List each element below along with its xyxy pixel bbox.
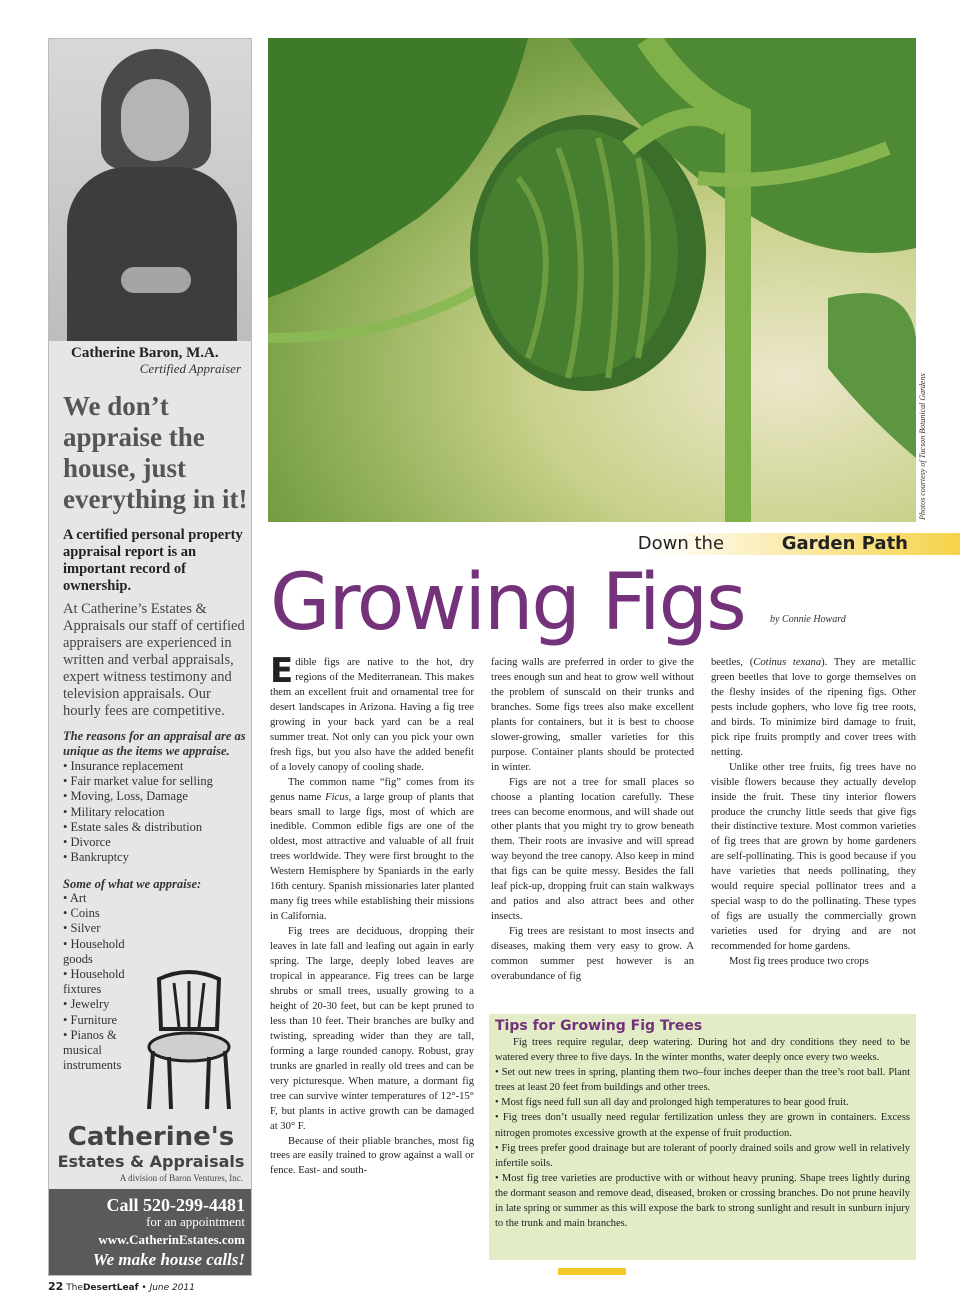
ad-subhead: A certified personal property appraisal report is an important record of ownership. [63,527,243,594]
section-prefix: Down the [637,533,730,554]
paragraph: Figs are not a tree for small places so choose a planting location carefully. These trees can become enormous, and will shade out other plants that you might try to grow beneath them. Their roots are invasive and will spread way beyond the tree canopy. Also keep in mind that figs can be quite messy. Besides the fall leaf pick-up, dropping fruit can stain walkways and patios and also attract bees and other insects. [491,776,694,923]
ad-appraiser-name: Catherine Baron, M.A. [71,345,219,361]
article-column-1 [270,651,474,1179]
fig-illustration [268,38,916,522]
ad-website: www.CatherinEstates.com [98,1232,245,1247]
page-number: 22 [48,1280,64,1293]
drop-cap: E [270,651,294,691]
list-item: • Silver [63,921,143,936]
list-item: • Household goods [63,937,143,967]
paragraph: Fig trees are resistant to most insects and diseases, making them very easy to grow. A common summer pest however is an overabundance of fig [491,926,694,983]
ad-paragraph: At Catherine’s Estates & Appraisals our staff of certified appraisers are experienced in written and verbal appraisals, expert witness testimony and television appraisals. Our hourly fees are competitive. [63,601,245,719]
list-item: • Furniture [63,1013,143,1028]
list-item: • Jewelry [63,997,143,1012]
tip-item: • Set out new trees in spring, planting them two–four inches deeper than the tree’s root ball. Plant trees at least 20 feet from buildings and other trees. [495,1067,910,1094]
list-item: • Insurance replacement [63,759,249,774]
ad-reasons-title: The reasons for an appraisal are as unique as the items we appraise. [63,729,246,758]
ad-reasons-list [63,759,249,865]
tips-sidebar [489,1014,916,1260]
magazine-name: DesertLeaf [82,1283,139,1293]
list-item: • Fair market value for selling [63,774,249,789]
tip-item: • Fig trees prefer good drainage but are tolerant of poorly drained soils and grow well in relatively infertile soils. [495,1142,910,1169]
list-item: • Coins [63,906,143,921]
paragraph: facing walls are preferred in order to give the trees enough sun and heat to grow well without the problem of sunscald on their trunks and branches. Some figs trees also make excellent plants for containers, but it is best to choose slower-growing, smaller varieties for this purpose. Container plants should be protected in winter. [491,657,694,773]
article-column-2 [491,656,694,985]
article-column-3 [711,656,916,970]
page-folio [48,1280,195,1293]
ad-headline: We don’t appraise the house, just everything in it! [63,391,248,514]
ad-business-subname: Estates & Appraisals [57,1152,245,1171]
appraiser-advertisement [48,38,252,1276]
list-item: • Art [63,891,143,906]
ad-credential: Certified Appraiser [139,361,241,376]
ad-tagline: We make house calls! [92,1250,245,1269]
tip-item: • Fig trees don’t usually need regular fertilization unless they are grown in containers. Excess nitrogen promotes excessive growth at the expense of fruit production. [495,1112,910,1139]
paragraph: Edible figs are native to the hot, dry regions of the Mediterranean. This makes them an excellent fruit and ornamental tree for desert landscapes in Arizona. Having a fig tree growing in your back yard can be a real summer treat. Not only can you pick your own fresh figs, but you also have the added benefit of a lovely canopy of cooling shade. [270,651,474,773]
paragraph: Most fig trees produce two crops [729,956,869,968]
section-banner [268,533,960,555]
appraiser-portrait [49,39,252,341]
paragraph: Because of their pliable branches, most fig trees are easily trained to grow against a wall or fence. East- and south- [270,1135,474,1177]
ad-business-name: Catherine's [67,1122,235,1152]
article-byline: by Connie Howard [770,614,846,625]
list-item: • Military relocation [63,805,249,820]
issue-date: June 2011 [149,1283,195,1293]
photo-credit: Photos courtesy of Tucson Botanical Gardens [918,373,927,520]
magazine-the: The [66,1283,83,1293]
list-item: • Bankruptcy [63,850,249,865]
ad-contact-block [49,1189,252,1276]
ad-appointment: for an appointment [146,1214,245,1229]
ad-appraise-title: Some of what we appraise: [63,877,202,891]
ad-phone: Call 520-299-4481 [106,1195,245,1215]
fig-photo [268,38,916,522]
tips-title: Tips for Growing Fig Trees [495,1018,703,1034]
ad-division: A division of Baron Ventures, Inc. [119,1173,243,1183]
folio-separator: • [138,1283,150,1293]
list-item: • Divorce [63,835,249,850]
section-name: Garden Path [781,533,908,554]
paragraph: Unlike other tree fruits, fig trees have no visible flowers because they actually develop inside the fruit. These tiny interior flowers produce the crunchy little seeds that give figs their distinctive texture. Most common varieties of fig trees that are grown by home gardeners are self-pollinating. This is good because if you have varieties that needs pollinating, they would require special pollinator trees and a special wasp to do the pollinating. These types of figs are usually the commercially grown varieties used for drying and are not recommended for home gardens. [711,761,916,953]
paragraph: Fig trees are deciduous, dropping their leaves in late fall and leafing out again in early spring. The large, deeply lobed leaves are tropical in appearance. Fig trees can be large shrubs or small trees, usually growing to a height of 20-30 feet, but can be kept pruned to less than 10 feet. Their branches are bulky and twisting, spreading wider than they are tall, forming a large rounded canopy. Robust, gray trunks are gnarled in really old trees and can be very picturesque. When mature, a dormant fig tree can survive winter temperatures of 12°-15° F, but plants in active growth can be damaged at 30° F. [270,926,474,1132]
tip-item: • Most fig tree varieties are productive with or without heavy pruning. Shape trees lightly during the dormant season and remove dead, diseased, broken or crossing branches. Do not prune heavily in late spring or summer as this will expose the bark to strong sunlight and result in sunburn injury to the trunk and main branches. [495,1172,910,1230]
tip-item: • Most figs need full sun all day and prolonged high temperatures to bear good fruit. [495,1097,849,1109]
list-item: • Estate sales & distribution [63,820,249,835]
paragraph: beetles, (Cotinus texana). They are metallic green beetles that love to gorge themselves on the fleshy insides of the ripening figs. Other pests include gophers, who love fig tree roots, and birds. To minimize bird damage to fruit, pick ripe fruits promptly and cover trees with netting. [711,657,916,758]
ad-appraise-list [63,891,143,1073]
list-item: • Household fixtures [63,967,143,997]
article-title: Growing Figs [270,558,745,648]
list-item: • Pianos & musical instruments [63,1028,143,1074]
tips-intro: Fig trees require regular, deep watering. During hot and dry conditions they need to be watered every three to five days. In the winter months, water deeply once every two weeks. [495,1037,910,1064]
list-item: • Moving, Loss, Damage [63,789,249,804]
paragraph: The common name “fig” comes from its genus name Ficus, a large group of plants that bears small to large figs, most of which are inedible. Common edible figs are one of the oldest, most attractive and valuable of all fruit trees worldwide. They were first brought to the Western Hemisphere by Spaniards in the early 16th century. Spanish missionaries later planted many fig trees while establishing their missions in California. [270,776,474,923]
antique-chair-image [139,969,239,1119]
footer-accent-bar [558,1268,626,1275]
